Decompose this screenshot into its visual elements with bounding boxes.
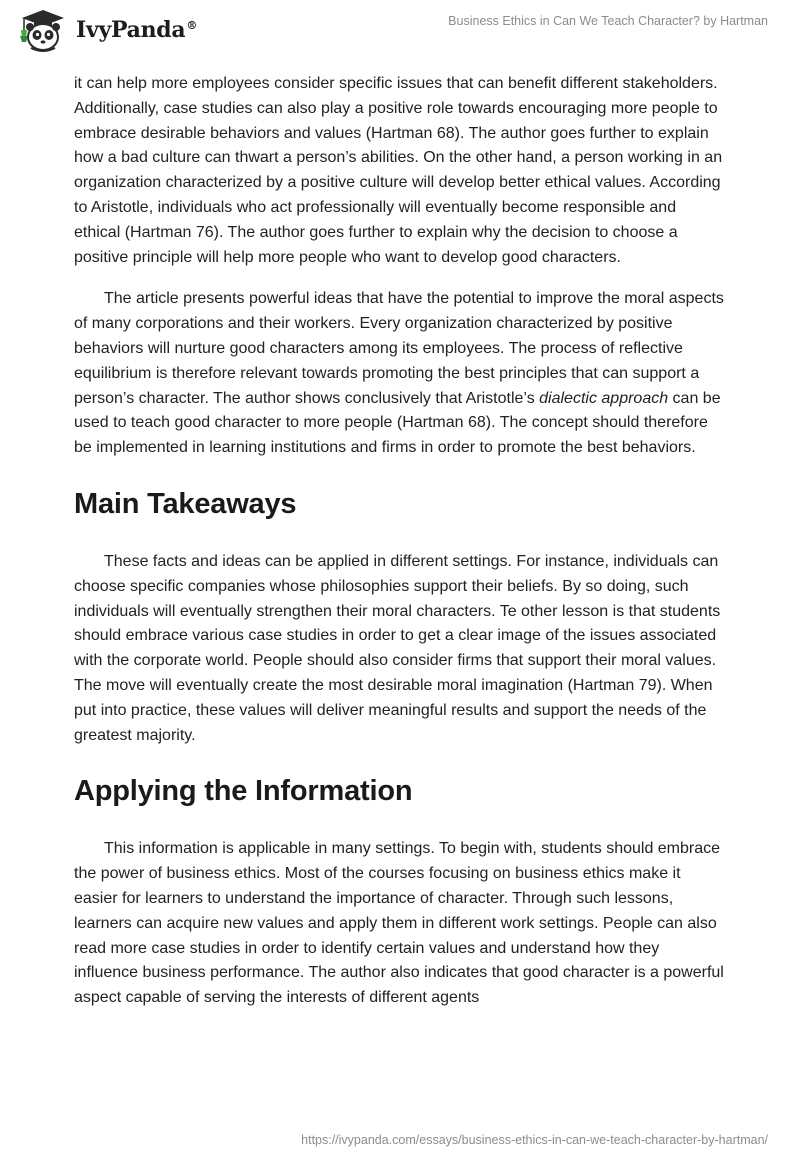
logo-name: IvyPanda	[76, 17, 186, 43]
logo-wordmark	[76, 17, 197, 43]
panda-mascot-icon	[14, 8, 72, 52]
page-header	[0, 0, 800, 70]
paragraph-1: it can help more employees consider specific issues that can benefit different stakeholders. Additionally, case studies can also play a positive role towards encouraging more people to embrace desirable behaviors and values (Hartman 68). The author goes further to explain how a bad culture can thwart a person’s abilities. On the other hand, a person working in an organization characterized by a positive culture will develop better ethical values. According to Aristotle, individuals who act professionally will eventually become responsible and ethical (Hartman 76). The author goes further to explain why the decision to choose a positive principle will help more people who want to develop good characters.	[74, 75, 723, 266]
heading-applying-information: Applying the Information	[74, 775, 413, 808]
paragraph-4: This information is applicable in many settings. To begin with, students should embrace the power of business ethics. Most of the courses focusing on business ethics make it easier for learners to understand the importance of character. Through such lessons, learners can acquire new values and apply them in different work settings. People can also read more case studies in order to identify certain values and understand how they influence business performance. The author also indicates that good character is a powerful aspect capable of serving the interests of different agents	[74, 840, 724, 1007]
source-url[interactable]: https://ivypanda.com/essays/business-ethics-in-can-we-teach-character-by-hartman/	[301, 1133, 768, 1147]
paragraph-2-text-a: The article presents powerful ideas that have the potential to improve the moral aspects of many corporations and their workers. Every organization characterized by positive behaviors will nurture good characters among its employees. The process of reflective equilibrium is therefore relevant towards promoting the best principles that can support a person’s character. The author shows conclusively that Aristotle’s	[74, 290, 724, 407]
registered-mark: ®	[186, 18, 198, 32]
document-title: Business Ethics in Can We Teach Character? by Hartman	[448, 14, 768, 28]
paragraph-3: These facts and ideas can be applied in different settings. For instance, individuals can choose specific companies whose philosophies support their beliefs. By so doing, such individuals will eventually strengthen their moral characters. Te other lesson is that students should embrace various case studies in order to get a clear image of the issues associated with the corporate world. People should also consider firms that support their moral values. The move will eventually create the most desirable moral imagination (Hartman 79). When put into practice, these values will deliver meaningful results and support the needs of the greatest majority.	[74, 552, 721, 744]
heading-main-takeaways: Main Takeaways	[74, 487, 297, 520]
essay-body	[74, 72, 726, 1011]
paragraph-2	[74, 287, 726, 461]
paragraph-2-text-b: can be used to teach good character to more people (Hartman 68). The concept should therefore be implemented in learning institutions and firms in order to promote the best behaviors.	[74, 389, 721, 457]
ivypanda-logo[interactable]	[14, 8, 197, 52]
paragraph-2-italic: dialectic approach	[539, 389, 669, 407]
